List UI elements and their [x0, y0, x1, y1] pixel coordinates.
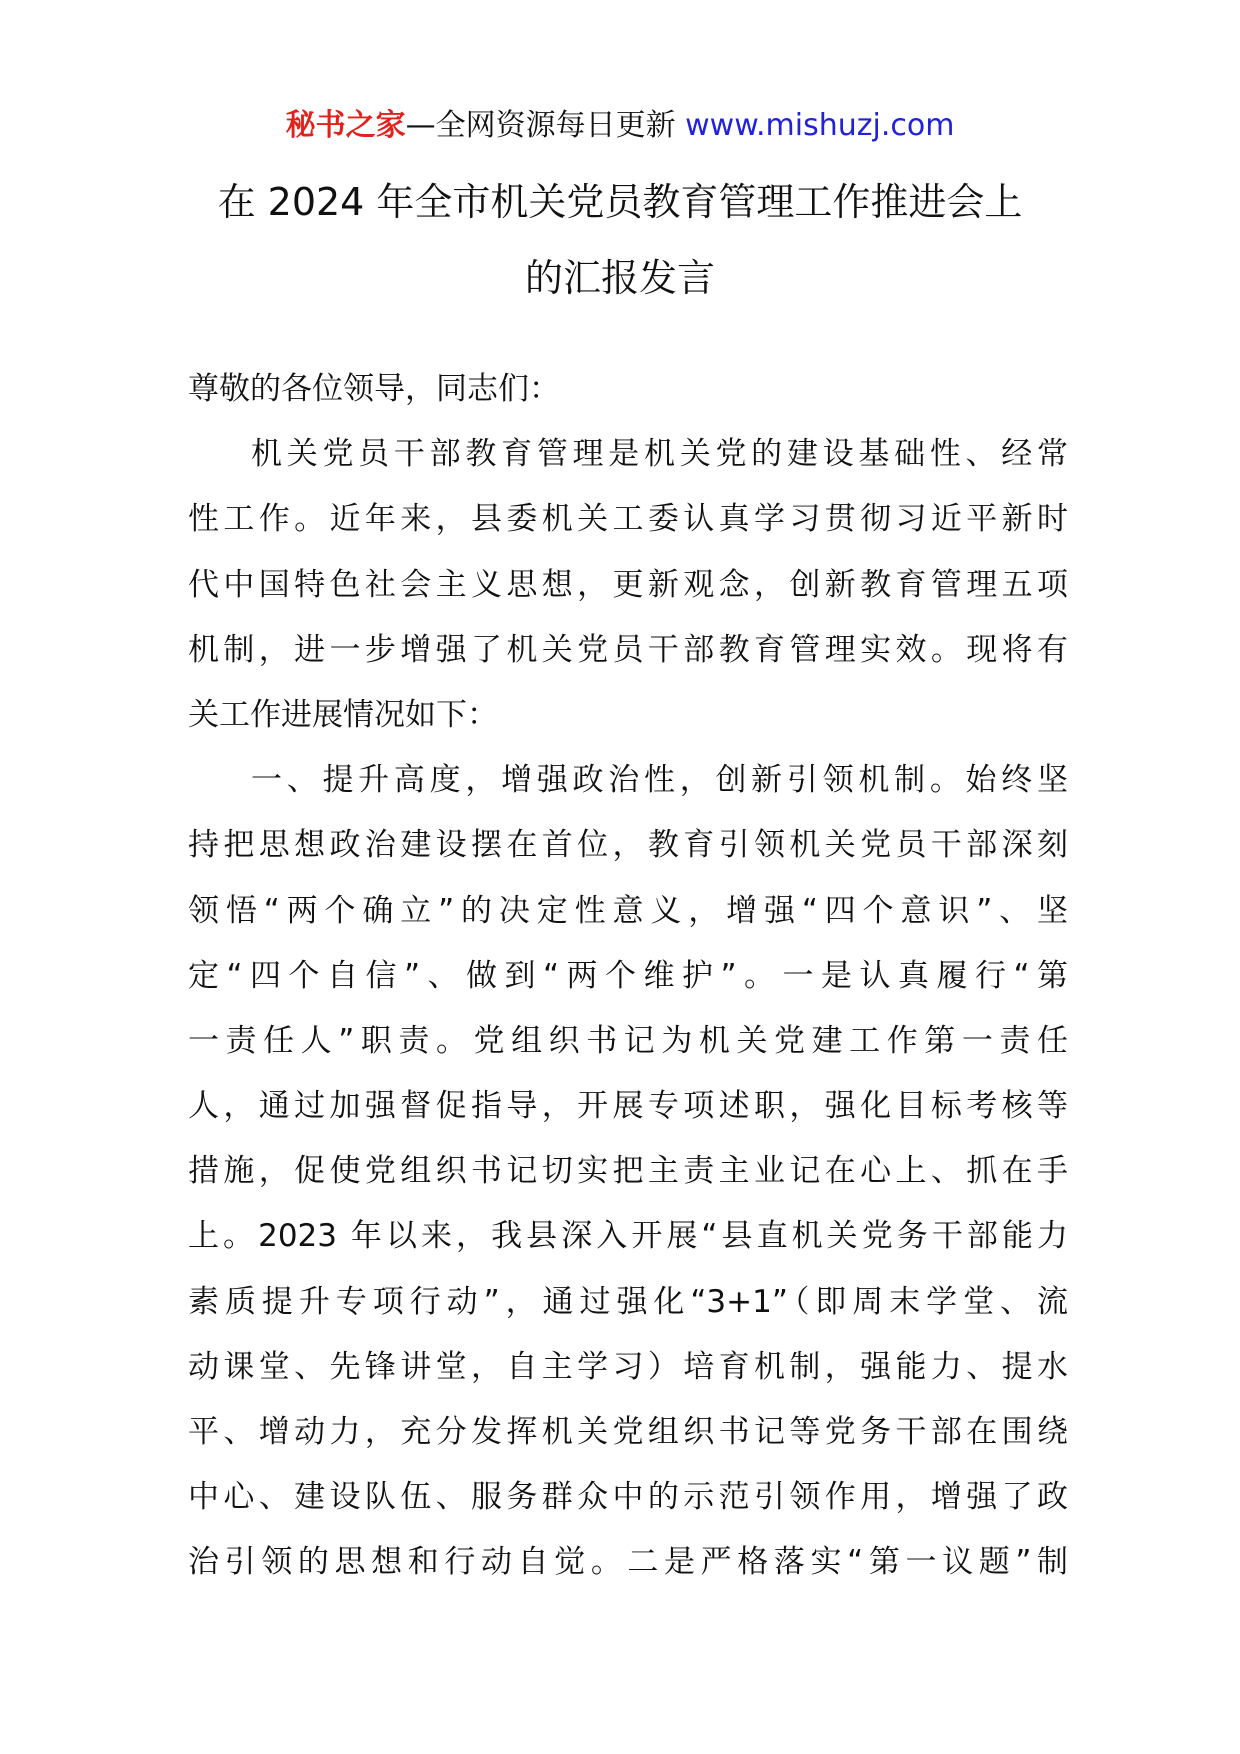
paragraph-line: 关工作进展情况如下： — [188, 696, 498, 733]
paragraph-line: 机制，进一步增强了机关党员干部教育管理实效。现将有 — [188, 631, 1068, 668]
source-header — [0, 104, 1240, 148]
paragraph-line: 机关党员干部教育管理是机关党的建设基础性、经常 — [251, 436, 1068, 473]
paragraph-line: 素质提升专项行动”，通过强化“3+1”（即周末学堂、流 — [188, 1283, 1068, 1320]
paragraph-line: 持把思想政治建设摆在首位，教育引领机关党员干部深刻 — [188, 827, 1068, 864]
paragraph-line: 一责任人”职责。党组织书记为机关党建工作第一责任 — [188, 1022, 1068, 1059]
paragraph-line: 平、增动力，充分发挥机关党组织书记等党务干部在围绕 — [188, 1414, 1068, 1450]
document-title — [150, 164, 1090, 316]
title-line: 在 2024 年全市机关党员教育管理工作推进会上 — [217, 180, 1023, 224]
salutation: 尊敬的各位领导，同志们： — [188, 371, 560, 407]
paragraph-line: 领悟“两个确立”的决定性意义，增强“四个意识”、坚 — [188, 892, 1068, 929]
paragraph-line: 人，通过加强督促指导，开展专项述职，强化目标考核等 — [188, 1088, 1068, 1125]
paragraph-line: 定“四个自信”、做到“两个维护”。一是认真履行“第 — [188, 957, 1068, 994]
brand-name: 秘书之家 — [285, 108, 406, 143]
paragraph-line: 代中国特色社会主义思想，更新观念，创新教育管理五项 — [188, 566, 1068, 603]
title-line: 的汇报发言 — [524, 256, 715, 300]
paragraph-line: 上。2023 年以来，我县深入开展“县直机关党务干部能力 — [188, 1218, 1068, 1255]
paragraph-line: 动课堂、先锋讲堂，自主学习）培育机制，强能力、提水 — [188, 1348, 1068, 1385]
site-url-link[interactable]: www.mishuzj.com — [685, 108, 955, 143]
paragraph-line: 一、提升高度，增强政治性，创新引领机制。始终坚 — [251, 762, 1068, 799]
paragraph-line: 中心、建设队伍、服务群众中的示范引领作用，增强了政 — [188, 1479, 1068, 1516]
paragraph-line: 治引领的思想和行动自觉。二是严格落实“第一议题”制 — [188, 1544, 1068, 1581]
paragraph-line: 措施，促使党组织书记切实把主责主业记在心上、抓在手 — [188, 1153, 1068, 1190]
paragraph-line: 性工作。近年来，县委机关工委认真学习贯彻习近平新时 — [188, 501, 1068, 538]
header-tagline: —全网资源每日更新 — [405, 108, 686, 143]
document-body — [188, 357, 1068, 1596]
